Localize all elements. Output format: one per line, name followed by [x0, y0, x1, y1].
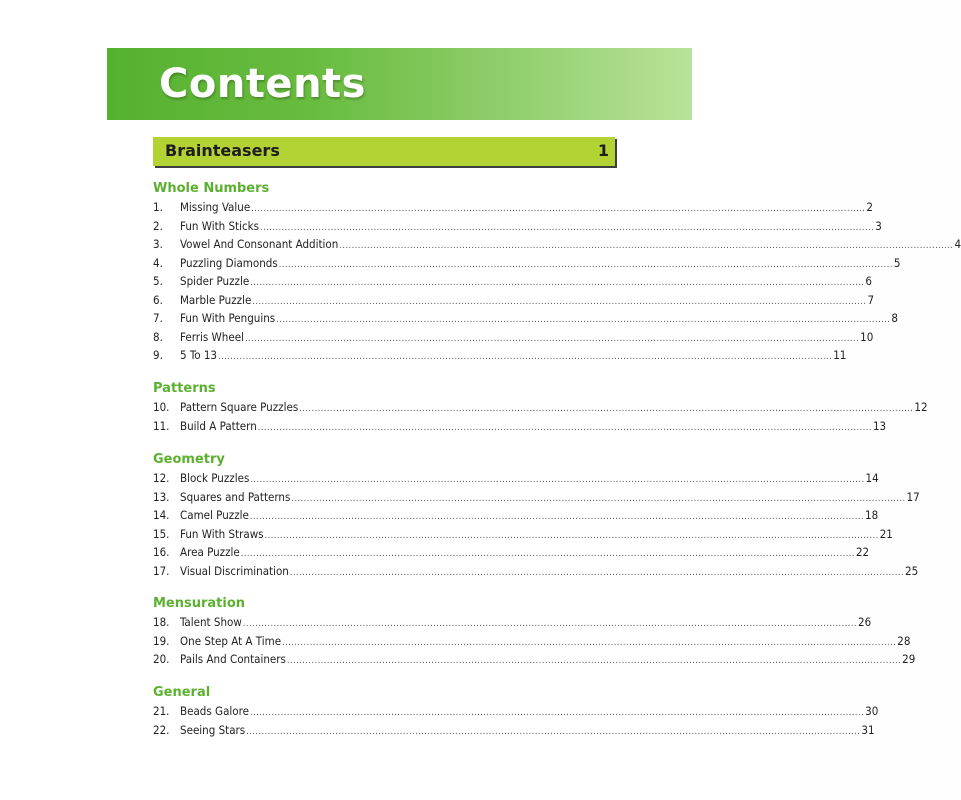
dot-leader: ........................................................................................................................................................................................................: [251, 204, 866, 214]
entry-number: 12.: [153, 471, 170, 485]
dot-leader: ........................................................................................................................................................................................................: [246, 726, 861, 737]
toc-entry[interactable]: [153, 272, 872, 291]
toc-entry[interactable]: [153, 328, 874, 347]
page-title: Contents: [159, 61, 366, 107]
dot-leader: ........................................................................................................................................................................................................: [286, 656, 902, 666]
group-title: General: [153, 685, 211, 700]
entry-page: 29: [902, 652, 916, 666]
dot-leader: ........................................................................................................................................................................................................: [252, 296, 867, 307]
entry-label: Pails And Containers: [180, 652, 286, 666]
toc-entry[interactable]: [153, 613, 872, 632]
entry-number: 4.: [153, 255, 163, 270]
entry-page: 4: [954, 237, 961, 251]
entry-number: 16.: [153, 545, 170, 559]
entry-page: 13: [872, 418, 887, 433]
entry-page: 14: [865, 471, 879, 485]
dot-leader: ........................................................................................................................................................................................................: [339, 241, 954, 251]
entry-page: 2: [866, 200, 873, 214]
entry-number: 10.: [153, 400, 170, 414]
dot-leader: ........................................................................................................................................................................................................: [240, 549, 855, 559]
entry-number: 1.: [153, 200, 163, 214]
entry-number: 17.: [153, 563, 170, 578]
dot-leader: ........................................................................................................................................................................................................: [264, 530, 879, 541]
entry-label: Fun With Straws: [180, 526, 264, 541]
entry-page: 21: [879, 526, 893, 541]
toc-entry[interactable]: [153, 217, 882, 236]
dot-leader: ........................................................................................................................................................................................................: [242, 619, 857, 629]
dot-leader: ........................................................................................................................................................................................................: [291, 493, 906, 504]
dot-leader: ........................................................................................................................................................................................................: [250, 278, 865, 288]
entry-number: 9.: [153, 348, 163, 362]
entry-label: Fun With Penguins: [180, 311, 276, 325]
group-mensuration: [153, 594, 916, 669]
entry-number: 21.: [153, 704, 170, 718]
dot-leader: ........................................................................................................................................................................................................: [249, 708, 865, 718]
toc-entry[interactable]: [153, 543, 870, 562]
entry-number: 6.: [153, 292, 163, 307]
entry-label: Build A Pattern: [180, 418, 257, 433]
section-page-number: 1: [597, 141, 609, 160]
dot-leader: ........................................................................................................................................................................................................: [278, 259, 893, 270]
entry-number: 13.: [153, 489, 170, 504]
entry-page: 6: [865, 274, 872, 288]
entry-label: Seeing Stars: [180, 722, 246, 737]
entry-number: 7.: [153, 311, 163, 325]
entry-label: Block Puzzles: [180, 471, 250, 485]
entry-page: 30: [865, 704, 879, 718]
toc-entry[interactable]: [153, 291, 875, 310]
entry-page: 11: [833, 348, 847, 362]
toc-entry[interactable]: [153, 254, 901, 273]
entry-label: Pattern Square Puzzles: [180, 400, 299, 414]
entry-page: 25: [905, 563, 919, 578]
entry-number: 3.: [153, 237, 163, 251]
entry-label: Marble Puzzle: [180, 292, 252, 307]
entry-number: 20.: [153, 652, 170, 666]
entry-number: 19.: [153, 633, 170, 648]
section-header: [153, 137, 615, 166]
toc-entry[interactable]: [153, 506, 879, 525]
entry-number: 8.: [153, 329, 163, 344]
toc-entry[interactable]: [153, 562, 919, 581]
entry-number: 2.: [153, 218, 163, 233]
entry-page: 18: [865, 508, 879, 522]
entry-page: 17: [906, 489, 920, 504]
toc-entry[interactable]: [153, 721, 875, 740]
entry-label: One Step At A Time: [180, 633, 282, 648]
toc-entry[interactable]: [153, 346, 847, 365]
entry-label: Beads Galore: [180, 704, 249, 718]
toc-entry[interactable]: [153, 309, 898, 328]
entry-number: 14.: [153, 508, 170, 522]
entry-label: 5 To 13: [180, 348, 218, 362]
entry-label: Vowel And Consonant Addition: [180, 237, 339, 251]
dot-leader: ........................................................................................................................................................................................................: [250, 475, 865, 485]
toc-entry[interactable]: [153, 235, 961, 254]
entry-page: 8: [891, 311, 898, 325]
entry-page: 3: [875, 218, 882, 233]
entry-page: 22: [855, 545, 870, 559]
entry-number: 15.: [153, 526, 170, 541]
group-title: Geometry: [153, 452, 225, 467]
section-title: Brainteasers: [165, 141, 280, 160]
group-title: Whole Numbers: [153, 181, 270, 196]
toc-entry[interactable]: [153, 417, 887, 436]
entry-label: Area Puzzle: [180, 545, 240, 559]
entry-page: 26: [857, 615, 872, 629]
dot-leader: ........................................................................................................................................................................................................: [289, 567, 905, 578]
entry-page: 5: [893, 255, 901, 270]
entry-label: Missing Value: [180, 200, 251, 214]
toc-entry[interactable]: [153, 650, 916, 669]
toc-entry[interactable]: [153, 198, 873, 217]
toc-entry[interactable]: [153, 398, 928, 417]
entry-label: Squares and Patterns: [180, 489, 291, 504]
entry-page: 31: [861, 722, 875, 737]
dot-leader: ........................................................................................................................................................................................................: [249, 512, 865, 522]
entry-label: Visual Discrimination: [180, 563, 289, 578]
toc-entry[interactable]: [153, 702, 879, 721]
entry-label: Talent Show: [180, 615, 242, 629]
toc-entry[interactable]: [153, 469, 879, 488]
dot-leader: ........................................................................................................................................................................................................: [299, 404, 914, 414]
dot-leader: ........................................................................................................................................................................................................: [276, 315, 891, 325]
toc-entry[interactable]: [153, 525, 893, 544]
entry-number: 5.: [153, 274, 163, 288]
toc-entry[interactable]: [153, 488, 920, 507]
entry-page: 28: [897, 633, 911, 648]
dot-leader: ........................................................................................................................................................................................................: [218, 352, 833, 362]
group-title: Mensuration: [153, 596, 246, 611]
entry-page: 10: [860, 329, 874, 344]
dot-leader: ........................................................................................................................................................................................................: [260, 222, 875, 233]
entry-page: 7: [867, 292, 875, 307]
entry-label: Camel Puzzle: [180, 508, 249, 522]
group-geometry: [153, 450, 920, 580]
entry-page: 12: [914, 400, 928, 414]
group-general: [153, 683, 879, 739]
contents-banner: [107, 48, 692, 120]
toc-entry[interactable]: [153, 632, 911, 651]
group-patterns: [153, 379, 928, 435]
group-whole-numbers: [153, 179, 961, 365]
entry-number: 22.: [153, 722, 170, 737]
dot-leader: ........................................................................................................................................................................................................: [244, 333, 860, 344]
group-title: Patterns: [153, 381, 216, 396]
entry-number: 11.: [153, 418, 170, 433]
entry-label: Puzzling Diamonds: [180, 255, 278, 270]
entry-label: Spider Puzzle: [180, 274, 250, 288]
entry-label: Ferris Wheel: [180, 329, 244, 344]
dot-leader: ........................................................................................................................................................................................................: [282, 637, 897, 648]
entry-number: 18.: [153, 615, 170, 629]
entry-label: Fun With Sticks: [180, 218, 260, 233]
dot-leader: ........................................................................................................................................................................................................: [257, 422, 872, 433]
